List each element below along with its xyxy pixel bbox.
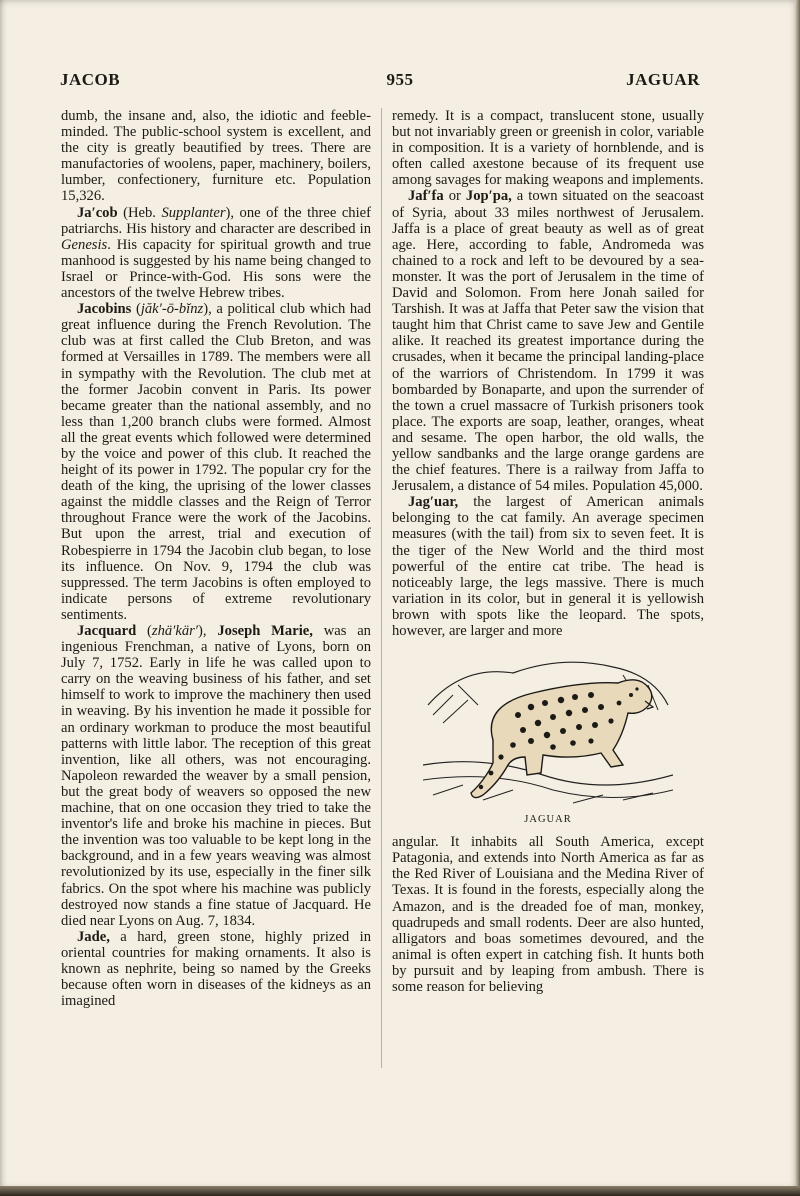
entry-term-alt: Jop′pa, [465,188,512,205]
entry-term: Jaf′fa [408,188,444,205]
running-header [60,70,700,92]
page-number: 955 [386,70,414,89]
jaguar-illustration [423,645,673,810]
entry-term: Jade, [77,928,110,945]
page-edge-right [795,0,800,1196]
pronunciation: zhä′kär′ [151,623,199,639]
jaguar-figure [392,645,704,828]
entry-term: Jacobins [77,301,132,318]
page-edge-bottom [0,1186,800,1196]
entry-term: Jacquard [77,623,137,639]
figure-caption: JAGUAR [524,814,572,826]
entry-term: Jag′uar, [408,494,459,511]
etymology: Supplanter [161,204,226,221]
entry-name: Joseph Marie, [217,623,313,639]
entry-jaguar: Jag′uar, the largest of American animals belonging to the cat family. An average specimen measures (with the tail) from six to seven feet. It is the tiger of the New World and the third most powerful of the entire cat tribe. The head is noticeably large, the legs massive. There is much variation in its color, but in general it is yellowish brown with spots like the leopard. The spots, however, are larger and more [392,494,704,639]
entry-jacob: Ja′cob (Heb. Supplanter), one of the three chief patriarchs. His history and character are described in Genesis. His capacity for spiritual growth and true manhood is suggested by his name being changed to Israel or Prince-with-God. His sons were the ancestors of the twelve Hebrew tribes. [61,204,371,302]
header-right-guideword: JAGUAR [626,70,700,89]
entry-continuation: dumb, the insane and, also, the idiotic and feeble-minded. The public-school system is excellent, and the city is greatly beautified by trees. There are manufactories of woolens, paper, machinery, boilers, lumber, confectionery, furniture etc. Population 15,326. [61,108,371,205]
entry-term: Ja′cob [77,204,118,221]
entry-jaffa: Jaf′fa or Jop′pa, a town situated on the seacoast of Syria, about 33 miles northwest of Jerusalem. Jaffa is a place of great beauty as well as of great age. Here, according to fable, Andromeda was chained to a rock and left to be devoured by a sea-monster. It was the port of Jerusalem in the time of David and Solomon. From here Jonah sailed for Tarshish. It was at Jaffa that Peter saw the vision that taught him that Christ came to save Jew and Gentile alike. It reached its greatest importance during the crusades, when it became the principal landing-place of the warriors of Christendom. In 1799 it was bombarded by Bonaparte, and upon the surrender of the town a cruel massacre of Turkish prisoners took place. The exports are soap, leather, oranges, wheat and sesame. The open harbor, the old walls, the yellow sandbanks and the large orange gardens are the chief features. There is a railway from Jaffa to Jerusalem, a distance of 54 miles. Population 45,000. [392,188,704,495]
column-divider [381,108,382,1068]
book-reference: Genesis [61,236,108,253]
right-column [392,108,704,1178]
entry-jade: Jade, a hard, green stone, highly prized in oriental countries for making ornaments. It also is known as nephrite, being so named by the Greeks because often worn in diseases of the kidneys as an imagined [61,928,371,1010]
pronunciation: jăk′-ō-bĭnz [140,301,204,318]
entry-jacquard: Jacquard (zhä′kär′), Joseph Marie, was an ingenious Frenchman, a native of Lyons, born on July 7, 1752. Early in life he was called upon to carry on the weaving business of his father, and set himself to work to improve the machinery then used in weaving. By his invention he made it possible for an ordinary workman to produce the most beautiful patterns with little labor. The reception of this great invention, like all others, was not encouraging. Napoleon rewarded the weaver by a small pension, but the great body of weavers so opposed the new machine, that on one occasion they tried to take the inventor's life and broke his machine in pieces. But the invention was too valuable to be kept long in the background, and in a few years weaving was almost revolutionized by its use, especially in the finer silk fabrics. On the spot where his machine was publicly destroyed now stands a fine statue of Jacquard. He died near Lyons on Aug. 7, 1834. [61,623,371,929]
entry-continuation-jaguar: angular. It inhabits all South America, except Patagonia, and extends into North America as far as the Red River of Louisiana and the Medina River of Texas. It is found in the forests, especially along the Amazon, and is the dreaded foe of man, monkey, quadrupeds and small rodents. Deer are also hunted, alligators and boas sometimes devoured, and the animal is often expert in catching fish. It hunts both by pursuit and by leaping from ambush. There is some reason for believing [392,834,704,996]
entry-jacobins: Jacobins (jăk′-ō-bĭnz), a political club which had great influence during the French Revolution. The club was at first called the Club Breton, and was formed at Versailles in 1789. The members were all in sympathy with the Revolution. The club met at the former Jacobin convent in Paris. Its power became greater than the national assembly, and no less than 1,200 branch clubs were formed. Almost all the great events which followed were determined by the voice and power of this club. It reached the height of its power in 1792. The popular cry for the death of the king, the uprising of the lower classes against the middle classes and the Reign of Terror throughout France were the work of the Jacobins. But upon the arrest, trial and execution of Robespierre in 1794 the Jacobin club began, to lose its influence. On Nov. 9, 1794 the club was suppressed. The term Jacobins is often employed to indicate persons of extreme revolutionary sentiments. [61,301,371,623]
entry-continuation: remedy. It is a compact, translucent stone, usually but not invariably green or greenish in color, variable in composition. It is a variety of hornblende, and is often called axestone because of its frequent use among savages for making weapons and implements. [392,108,704,189]
header-left-guideword: JACOB [60,70,121,89]
left-column [61,108,371,1178]
